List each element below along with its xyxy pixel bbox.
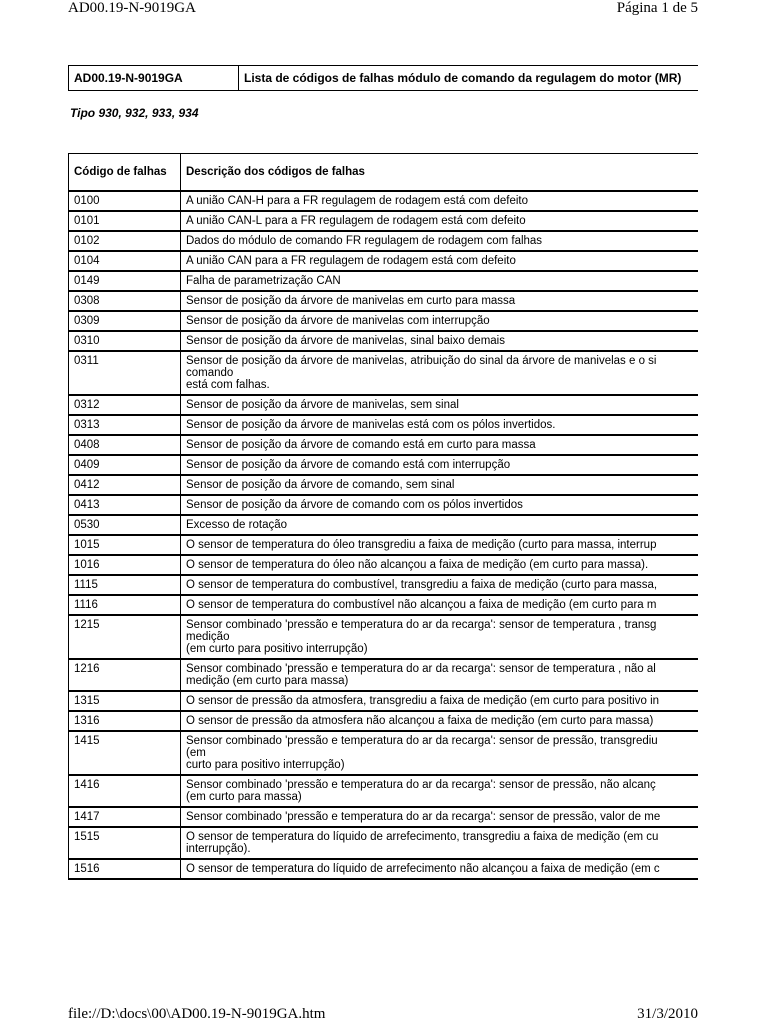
- description-line: O sensor de temperatura do líquido de arrefecimento, transgrediu a faixa de medição (em cu: [186, 831, 659, 843]
- fault-code: 1316: [69, 711, 181, 731]
- fault-code: 0309: [69, 311, 181, 331]
- table-row: [69, 231, 699, 251]
- header-page-number: Página 1 de 5: [616, 0, 698, 16]
- description-line: A união CAN-L para a FR regulagem de rodagem está com defeito: [186, 215, 526, 227]
- fault-description: [181, 231, 699, 251]
- fault-code: 0530: [69, 515, 181, 535]
- fault-code: 0311: [69, 351, 181, 395]
- description-line: Sensor de posição da árvore de manivelas está com os pólos invertidos.: [186, 419, 556, 431]
- fault-description: [181, 615, 699, 659]
- fault-code: 0100: [69, 191, 181, 211]
- fault-code: 0409: [69, 455, 181, 475]
- description-line: Sensor de posição da árvore de manivelas com interrupção: [186, 315, 490, 327]
- table-row: [69, 827, 699, 859]
- description-line: Sensor de posição da árvore de comando está com interrupção: [186, 459, 511, 471]
- fault-code: 0101: [69, 211, 181, 231]
- description-line: medição (em curto para massa): [186, 675, 349, 687]
- footer-date: 31/3/2010: [637, 1006, 698, 1022]
- description-line: O sensor de temperatura do combustível, transgrediu a faixa de medição (curto para massa,: [186, 579, 658, 591]
- fault-code: 0313: [69, 415, 181, 435]
- description-line: Sensor de posição da árvore de manivelas, atribuição do sinal da árvore de manivelas e o si: [186, 355, 657, 367]
- fault-code: 1315: [69, 691, 181, 711]
- table-header-row: [69, 154, 699, 192]
- fault-description: [181, 827, 699, 859]
- description-line: O sensor de pressão da atmosfera não alcançou a faixa de medição (em curto para massa): [186, 715, 654, 727]
- fault-description: [181, 311, 699, 331]
- description-line: Sensor combinado 'pressão e temperatura do ar da recarga': sensor de pressão, transgrediu: [186, 735, 658, 747]
- table-row: [69, 211, 699, 231]
- description-line: O sensor de temperatura do óleo transgrediu a faixa de medição (curto para massa, interrup: [186, 539, 657, 551]
- fault-description: [181, 211, 699, 231]
- description-line: O sensor de temperatura do óleo não alcançou a faixa de medição (em curto para massa).: [186, 559, 649, 571]
- description-line: (em curto para massa): [186, 791, 302, 803]
- fault-code: 0413: [69, 495, 181, 515]
- fault-code: 1515: [69, 827, 181, 859]
- table-row: [69, 535, 699, 555]
- fault-description: [181, 435, 699, 455]
- table-row: [69, 351, 699, 395]
- description-line: Sensor combinado 'pressão e temperatura do ar da recarga': sensor de pressão, não alcanç: [186, 779, 656, 791]
- fault-code: 0104: [69, 251, 181, 271]
- table-row: [69, 731, 699, 775]
- title-box: [68, 65, 698, 91]
- fault-description: [181, 331, 699, 351]
- fault-description: [181, 475, 699, 495]
- fault-description: [181, 691, 699, 711]
- table-row: [69, 435, 699, 455]
- table-row: [69, 475, 699, 495]
- fault-code-table: [68, 153, 698, 880]
- fault-code-table-container: [68, 153, 698, 961]
- title-text: Lista de códigos de falhas módulo de comando da regulagem do motor (MR): [239, 66, 699, 91]
- fault-description: [181, 395, 699, 415]
- table-row: [69, 291, 699, 311]
- fault-code: 1516: [69, 859, 181, 879]
- description-line: medição: [186, 631, 230, 643]
- table-row: [69, 659, 699, 691]
- table-row: [69, 595, 699, 615]
- table-row: [69, 271, 699, 291]
- table-row: [69, 807, 699, 827]
- fault-description: [181, 711, 699, 731]
- fault-code: 1216: [69, 659, 181, 691]
- description-line: O sensor de temperatura do líquido de arrefecimento não alcançou a faixa de medição (em c: [186, 863, 660, 875]
- fault-description: [181, 251, 699, 271]
- fault-code: 1416: [69, 775, 181, 807]
- page-header: [68, 0, 698, 24]
- table-row: [69, 575, 699, 595]
- description-line: Sensor combinado 'pressão e temperatura do ar da recarga': sensor de pressão, valor de me: [186, 811, 661, 823]
- header-doc-code: AD00.19-N-9019GA: [68, 0, 196, 16]
- fault-code: 0149: [69, 271, 181, 291]
- description-line: (em: [186, 747, 206, 759]
- description-line: está com falhas.: [186, 379, 270, 391]
- description-line: comando: [186, 367, 234, 379]
- table-row: [69, 711, 699, 731]
- fault-description: [181, 807, 699, 827]
- table-row: [69, 251, 699, 271]
- description-line: Sensor combinado 'pressão e temperatura do ar da recarga': sensor de temperatura , transg: [186, 619, 657, 631]
- table-row: [69, 495, 699, 515]
- fault-description: [181, 455, 699, 475]
- description-line: Dados do módulo de comando FR regulagem de rodagem com falhas: [186, 235, 543, 247]
- fault-description: [181, 291, 699, 311]
- description-line: interrupção).: [186, 843, 251, 855]
- table-row: [69, 615, 699, 659]
- table-row: [69, 691, 699, 711]
- fault-description: [181, 775, 699, 807]
- column-header-description: Descrição dos códigos de falhas: [181, 154, 699, 192]
- table-row: [69, 311, 699, 331]
- table-row: [69, 515, 699, 535]
- table-row: [69, 859, 699, 879]
- description-line: (em curto para positivo interrupção): [186, 643, 368, 655]
- table-row: [69, 415, 699, 435]
- footer-file-path: file://D:\docs\00\AD00.19-N-9019GA.htm: [68, 1006, 326, 1022]
- fault-code: 1215: [69, 615, 181, 659]
- fault-code: 1417: [69, 807, 181, 827]
- fault-description: [181, 659, 699, 691]
- fault-description: [181, 575, 699, 595]
- fault-description: [181, 495, 699, 515]
- table-row: [69, 191, 699, 211]
- vehicle-types: Tipo 930, 932, 933, 934: [70, 106, 199, 120]
- description-line: Sensor de posição da árvore de manivelas em curto para massa: [186, 295, 516, 307]
- fault-description: [181, 859, 699, 879]
- fault-code: 0308: [69, 291, 181, 311]
- fault-code: 1015: [69, 535, 181, 555]
- description-line: Sensor de posição da árvore de manivelas, sem sinal: [186, 399, 459, 411]
- fault-code: 1116: [69, 595, 181, 615]
- fault-code: 1415: [69, 731, 181, 775]
- fault-code: 0102: [69, 231, 181, 251]
- description-line: Sensor de posição da árvore de manivelas, sinal baixo demais: [186, 335, 505, 347]
- fault-code: 0412: [69, 475, 181, 495]
- fault-description: [181, 191, 699, 211]
- description-line: Sensor de posição da árvore de comando, sem sinal: [186, 479, 455, 491]
- description-line: Sensor de posição da árvore de comando está em curto para massa: [186, 439, 536, 451]
- fault-description: [181, 515, 699, 535]
- description-line: A união CAN-H para a FR regulagem de rodagem está com defeito: [186, 195, 528, 207]
- table-row: [69, 775, 699, 807]
- table-row: [69, 331, 699, 351]
- fault-description: [181, 731, 699, 775]
- fault-description: [181, 415, 699, 435]
- description-line: A união CAN para a FR regulagem de rodagem está com defeito: [186, 255, 516, 267]
- fault-description: [181, 535, 699, 555]
- description-line: O sensor de pressão da atmosfera, transgrediu a faixa de medição (em curto para positivo in: [186, 695, 660, 707]
- fault-description: [181, 271, 699, 291]
- table-row: [69, 395, 699, 415]
- description-line: O sensor de temperatura do combustível não alcançou a faixa de medição (em curto para m: [186, 599, 657, 611]
- title-table: [68, 65, 698, 91]
- description-line: Excesso de rotação: [186, 519, 288, 531]
- description-line: curto para positivo interrupção): [186, 759, 345, 771]
- fault-code: 0312: [69, 395, 181, 415]
- fault-description: [181, 595, 699, 615]
- fault-code: 1115: [69, 575, 181, 595]
- fault-description: [181, 351, 699, 395]
- fault-code: 0408: [69, 435, 181, 455]
- description-line: Sensor de posição da árvore de comando com os pólos invertidos: [186, 499, 523, 511]
- description-line: Sensor combinado 'pressão e temperatura do ar da recarga': sensor de temperatura , não al: [186, 663, 656, 675]
- page-footer: [68, 1006, 698, 1026]
- title-code: AD00.19-N-9019GA: [69, 66, 239, 91]
- table-row: [69, 555, 699, 575]
- fault-description: [181, 555, 699, 575]
- column-header-code: Código de falhas: [69, 154, 181, 192]
- fault-code: 0310: [69, 331, 181, 351]
- fault-code: 1016: [69, 555, 181, 575]
- description-line: Falha de parametrização CAN: [186, 275, 341, 287]
- table-row: [69, 455, 699, 475]
